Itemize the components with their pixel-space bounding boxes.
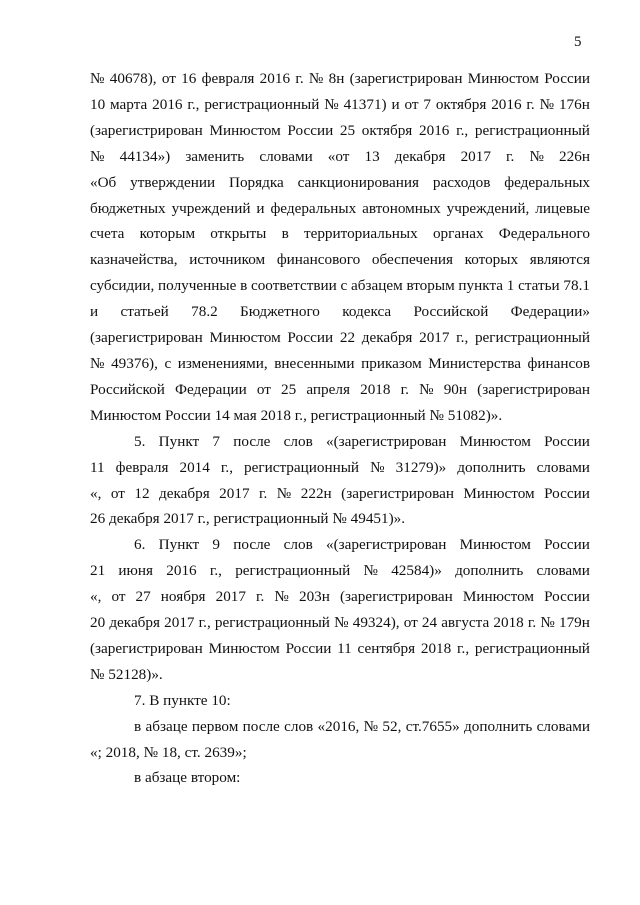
text-line: «, от 27 ноября 2017 г. № 203н (зарегистрирован Минюстом России	[90, 588, 590, 606]
text-line: (зарегистрирован Минюстом России 22 декабря 2017 г., регистрационный	[90, 329, 590, 347]
text-line: Российской Федерации от 25 апреля 2018 г. № 90н (зарегистрирован	[90, 380, 590, 398]
text-line: Минюстом России 14 мая 2018 г., регистрационный № 51082)».	[90, 406, 503, 424]
text-line: (зарегистрирован Минюстом России 25 октября 2016 г., регистрационный	[90, 121, 590, 139]
page-number: 5	[574, 34, 582, 50]
paragraph-sub-1	[90, 714, 590, 766]
text-line: (зарегистрирован Минюстом России 11 сентября 2018 г., регистрационный	[90, 639, 590, 657]
paragraph-item-7	[90, 688, 590, 714]
text-line: «, от 12 декабря 2017 г. № 222н (зарегистрирован Минюстом России	[90, 484, 590, 502]
text-line: 6. Пункт 9 после слов «(зарегистрирован Минюстом России	[134, 536, 590, 554]
text-line: казначейства, источником финансового обеспечения которых являются	[90, 251, 590, 269]
text-line: в абзаце втором:	[134, 769, 241, 787]
paragraph-item-5	[90, 429, 590, 533]
text-line: 21 июня 2016 г., регистрационный № 42584)» дополнить словами	[90, 562, 590, 580]
text-line: и статьей 78.2 Бюджетного кодекса Российской Федерации»	[90, 303, 590, 321]
text-line: «; 2018, № 18, ст. 2639»;	[90, 743, 247, 761]
document-body	[90, 66, 590, 791]
text-line: в абзаце первом после слов «2016, № 52, ст.7655» дополнить словами	[134, 717, 590, 735]
text-line: 7. В пункте 10:	[134, 691, 231, 709]
paragraph-continuation	[90, 66, 590, 429]
text-line: 10 марта 2016 г., регистрационный № 41371) и от 7 октября 2016 г. № 176н	[90, 95, 590, 113]
text-line: субсидии, полученные в соответствии с абзацем вторым пункта 1 статьи 78.1	[90, 277, 590, 295]
paragraph-item-6	[90, 532, 590, 687]
text-line: 26 декабря 2017 г., регистрационный № 49451)».	[90, 510, 406, 528]
text-line: счета которым открыты в территориальных органах Федерального	[90, 225, 590, 243]
text-line: 11 февраля 2014 г., регистрационный № 31279)» дополнить словами	[90, 458, 590, 476]
text-line: № 49376), с изменениями, внесенными приказом Министерства финансов	[90, 354, 590, 372]
text-line: 20 декабря 2017 г., регистрационный № 49324), от 24 августа 2018 г. № 179н	[90, 614, 590, 632]
text-line: 5. Пункт 7 после слов «(зарегистрирован Минюстом России	[134, 432, 590, 450]
text-line: № 44134») заменить словами «от 13 декабря 2017 г. № 226н	[90, 147, 590, 165]
text-line: № 52128)».	[90, 665, 163, 683]
text-line: № 40678), от 16 февраля 2016 г. № 8н (зарегистрирован Минюстом России	[90, 70, 590, 87]
text-line: «Об утверждении Порядка санкционирования расходов федеральных	[90, 173, 590, 191]
paragraph-sub-2	[90, 765, 590, 791]
text-line: бюджетных учреждений и федеральных автономных учреждений, лицевые	[90, 199, 590, 217]
